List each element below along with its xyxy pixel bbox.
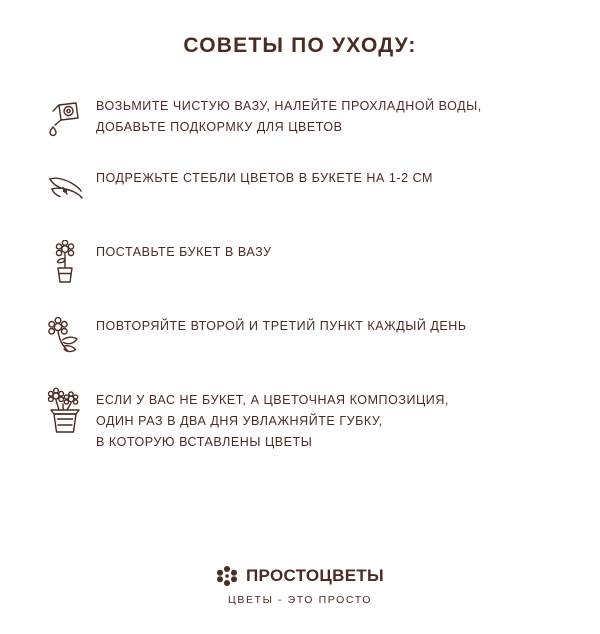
- list-item-text: [96, 238, 572, 263]
- brand-tagline: ЦВЕТЫ - ЭТО ПРОСТО: [227, 594, 373, 606]
- list-item: [34, 312, 572, 364]
- flower-pot-arrangement-icon: [34, 386, 96, 438]
- tip-line: ВОЗЬМИТЕ ЧИСТУЮ ВАЗУ, НАЛЕЙТЕ ПРОХЛАДНОЙ ВОДЫ,: [96, 99, 482, 113]
- flower-with-leaves-icon: [34, 312, 96, 364]
- tip-line: ДОБАВЬТЕ ПОДКОРМКУ ДЛЯ ЦВЕТОВ: [96, 120, 343, 134]
- tip-line: ОДИН РАЗ В ДВА ДНЯ УВЛАЖНЯЙТЕ ГУБКУ,: [96, 414, 383, 428]
- list-item: [34, 92, 572, 144]
- flower-in-vase-icon: [34, 238, 96, 290]
- list-item: [34, 164, 572, 216]
- flower-logo-icon: [216, 565, 238, 587]
- tip-line: ЕСЛИ У ВАС НЕ БУКЕТ, А ЦВЕТОЧНАЯ КОМПОЗИЦИЯ,: [96, 393, 449, 407]
- list-item-text: [96, 92, 572, 138]
- list-item: [34, 238, 572, 290]
- tips-list: [0, 92, 600, 453]
- pruning-shears-icon: [34, 164, 96, 216]
- list-item-text: [96, 312, 572, 337]
- tip-line: ПОДРЕЖЬТЕ СТЕБЛИ ЦВЕТОВ В БУКЕТЕ НА 1-2 СМ: [96, 171, 433, 185]
- watering-nutrient-packet-icon: [34, 92, 96, 144]
- list-item-text: [96, 386, 572, 453]
- brand-name: ПРОСТОЦВЕТЫ: [246, 566, 384, 585]
- brand-lockup: [0, 565, 600, 587]
- tip-line: ПОВТОРЯЙТЕ ВТОРОЙ И ТРЕТИЙ ПУНКТ КАЖДЫЙ ДЕНЬ: [96, 319, 467, 333]
- tip-line: ПОСТАВЬТЕ БУКЕТ В ВАЗУ: [96, 245, 272, 259]
- care-tips-poster: [0, 34, 600, 634]
- list-item-text: [96, 164, 572, 189]
- list-item: [34, 386, 572, 453]
- page-title: СОВЕТЫ ПО УХОДУ:: [183, 34, 417, 57]
- tip-line: В КОТОРУЮ ВСТАВЛЕНЫ ЦВЕТЫ: [96, 435, 313, 449]
